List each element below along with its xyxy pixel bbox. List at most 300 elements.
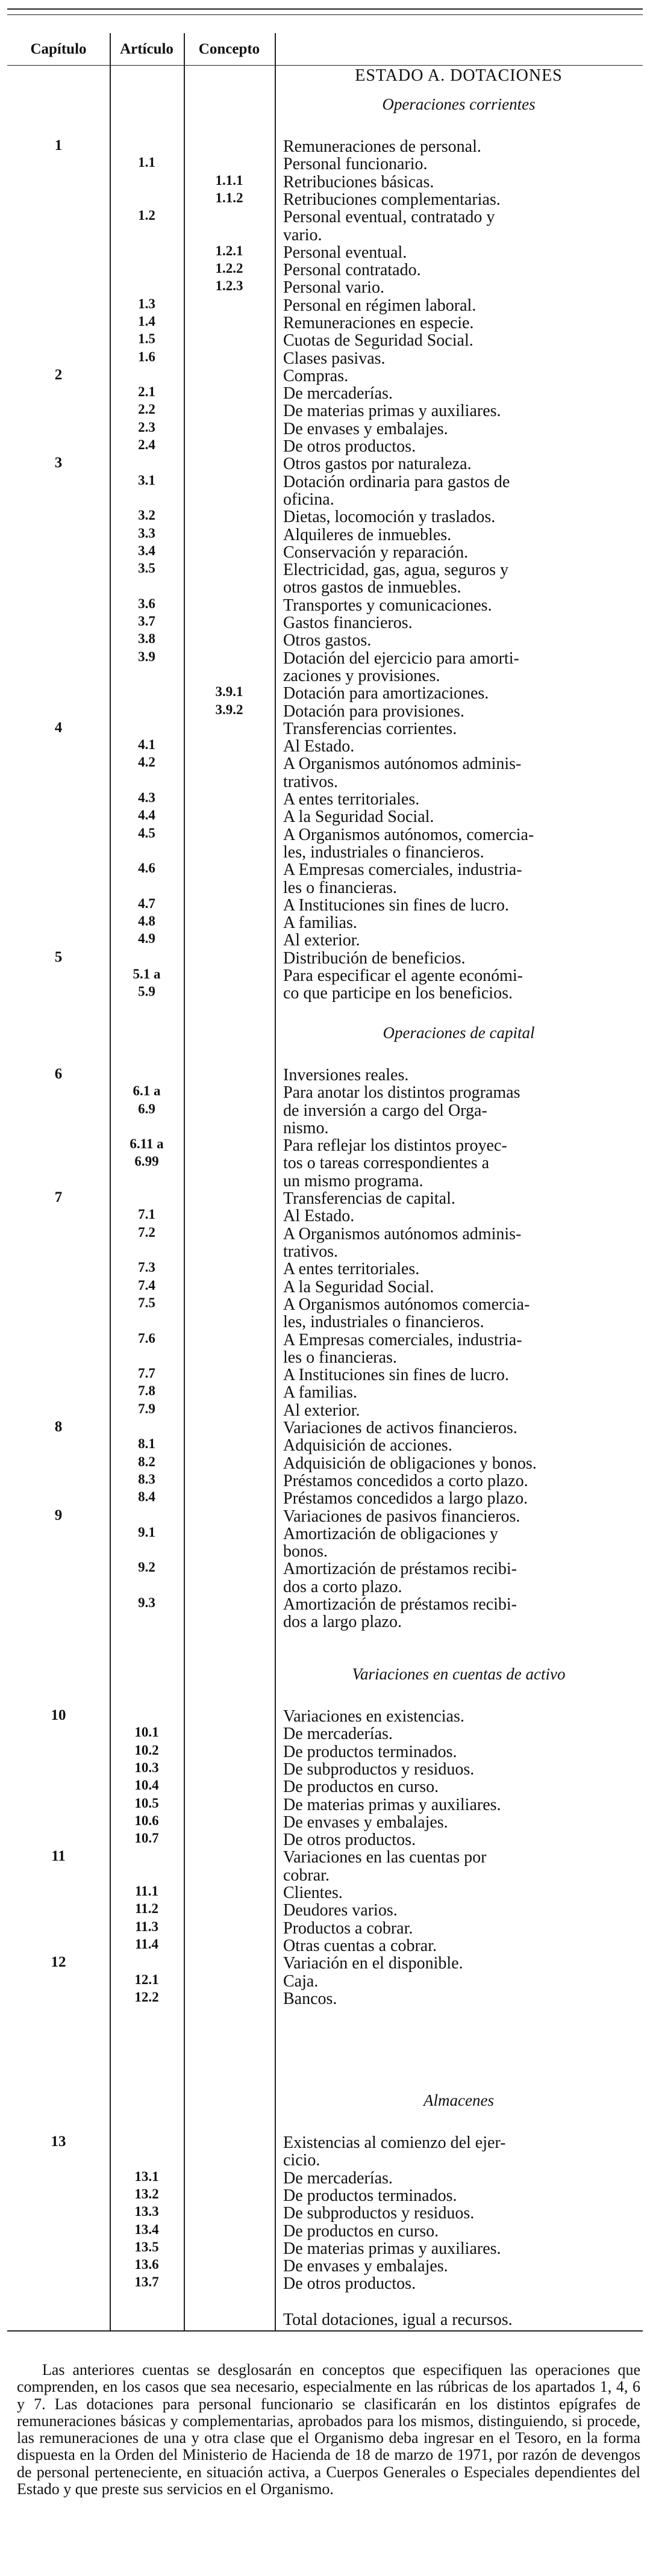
- row-description: Otros gastos.: [283, 631, 372, 650]
- row-description: Transferencias de capital.: [283, 1189, 455, 1208]
- capitulo-number: 10: [51, 1707, 66, 1723]
- articulo-number: 4.8: [138, 913, 155, 929]
- row-description: co que participe en los beneficios.: [283, 984, 513, 1003]
- row-description: Distribución de beneficios.: [283, 949, 466, 968]
- articulo-number: 10.5: [134, 1796, 159, 1811]
- table-row: [0, 1366, 650, 1383]
- table-row: [0, 261, 650, 278]
- articulo-number: 7.6: [138, 1331, 155, 1346]
- row-description: Caja.: [283, 1972, 319, 1991]
- row-description: Bancos.: [283, 1990, 337, 2008]
- row-description: Otros gastos por naturaleza.: [283, 455, 472, 473]
- articulo-number: 10.4: [134, 1778, 159, 1793]
- row-description: De productos en curso.: [283, 1778, 439, 1796]
- concepto-number: 1.2.2: [215, 261, 243, 276]
- table-row: [0, 773, 650, 790]
- row-description: De materias primas y auxiliares.: [283, 1796, 501, 1814]
- table-row: [0, 931, 650, 948]
- table-row: [0, 296, 650, 314]
- table-row: [0, 949, 650, 966]
- concepto-number: 1.2.3: [215, 278, 243, 293]
- table-row: [0, 1419, 650, 1436]
- row-description: De mercaderías.: [283, 2169, 393, 2188]
- table-row: [0, 473, 650, 490]
- row-description: A familias.: [283, 1383, 357, 1402]
- table-row: [0, 1937, 650, 1954]
- section-heading: Operaciones de capital: [383, 1024, 535, 1042]
- articulo-number: 13.5: [134, 2239, 159, 2254]
- table-row: [0, 2239, 650, 2257]
- row-description: les o financieras.: [283, 879, 397, 897]
- row-description: De subproductos y residuos.: [283, 1760, 475, 1779]
- table-row: [0, 1954, 650, 1971]
- table-row: [0, 1260, 650, 1277]
- table-row: [0, 1831, 650, 1848]
- header-rule: [7, 65, 643, 66]
- row-description: Compras.: [283, 367, 349, 385]
- row-description: A entes territoriales.: [283, 1260, 420, 1278]
- row-description: Variación en el disponible.: [283, 1954, 463, 1973]
- articulo-number: 7.8: [138, 1383, 155, 1398]
- articulo-number: 10.2: [134, 1743, 159, 1758]
- row-description: A Organismos autónomos comercia-: [283, 1295, 530, 1314]
- articulo-number: 13.1: [134, 2169, 159, 2184]
- row-description: nismo.: [283, 1119, 329, 1137]
- table-row: [0, 614, 650, 631]
- table-row: [0, 384, 650, 402]
- articulo-number: 12.1: [134, 1972, 159, 1987]
- row-description: Gastos financieros.: [283, 614, 413, 632]
- table-row: [0, 1136, 650, 1154]
- table-row: [0, 543, 650, 561]
- header-concepto: Concepto: [198, 41, 260, 57]
- row-description: Retribuciones básicas.: [283, 173, 434, 191]
- row-description: Para reflejar los distintos proyec-: [283, 1136, 507, 1155]
- row-description: Personal funcionario.: [283, 155, 428, 173]
- section-heading: Almacenes: [423, 2091, 494, 2109]
- table-row: [0, 754, 650, 772]
- capitulo-number: 11: [51, 1848, 66, 1864]
- capitulo-number: 4: [54, 720, 63, 736]
- row-description: les o financieras.: [283, 1348, 397, 1367]
- articulo-number: 9.3: [138, 1595, 155, 1610]
- table-row: [0, 1401, 650, 1419]
- table-row: [0, 1884, 650, 1901]
- table-row: [0, 2169, 650, 2186]
- concepto-number: 3.9.2: [215, 702, 243, 717]
- table-bottom-rule: [7, 2330, 643, 2332]
- articulo-number: 7.9: [138, 1401, 155, 1416]
- row-description: De otros productos.: [283, 1831, 416, 1849]
- articulo-number: 11.4: [135, 1937, 158, 1952]
- row-description: De productos terminados.: [283, 2186, 457, 2205]
- table-row: [0, 1972, 650, 1990]
- articulo-number: 13.2: [134, 2186, 159, 2201]
- row-description: Otras cuentas a cobrar.: [283, 1937, 437, 1955]
- table-row: [0, 1813, 650, 1831]
- articulo-number: 2.4: [138, 437, 155, 452]
- row-description: De envases y embalajes.: [283, 1813, 448, 1832]
- table-row: [0, 667, 650, 684]
- articulo-number: 4.3: [138, 790, 155, 805]
- table-row: [0, 1295, 650, 1313]
- articulo-number: 13.3: [134, 2204, 159, 2219]
- row-description: Transportes y comunicaciones.: [283, 596, 492, 615]
- row-description: A la Seguridad Social.: [283, 1278, 434, 1296]
- row-description: trativos.: [283, 773, 338, 791]
- articulo-number: 6.11 a: [130, 1136, 164, 1151]
- table-row: [0, 2151, 650, 2168]
- table-row: [0, 631, 650, 649]
- section-heading: Operaciones corrientes: [382, 95, 536, 113]
- table-row: [0, 1348, 650, 1366]
- table-row: [0, 826, 650, 843]
- articulo-number: 3.8: [138, 631, 155, 646]
- articulo-number: 2.3: [138, 420, 155, 435]
- table-row: [0, 1154, 650, 1171]
- table-row: [0, 896, 650, 913]
- capitulo-number: 9: [54, 1507, 63, 1523]
- row-description: De envases y embalajes.: [283, 2257, 448, 2276]
- row-description: De mercaderías.: [283, 1725, 393, 1743]
- articulo-number: 8.4: [138, 1489, 155, 1504]
- articulo-number: 12.2: [134, 1990, 159, 2005]
- articulo-number: 10.6: [134, 1813, 159, 1828]
- articulo-number: 3.7: [138, 614, 155, 629]
- row-description: Dotación para amortizaciones.: [283, 684, 489, 703]
- row-description: De otros productos.: [283, 437, 416, 456]
- row-description: Deudores varios.: [283, 1901, 398, 1920]
- articulo-number: 6.99: [134, 1154, 159, 1169]
- articulo-number: 4.9: [138, 931, 155, 946]
- table-row: [0, 226, 650, 243]
- table-row: [0, 437, 650, 455]
- table-row: [0, 1083, 650, 1101]
- concepto-number: 1.1.2: [215, 190, 243, 205]
- table-row: [0, 984, 650, 1001]
- table-row: [0, 1119, 650, 1136]
- row-description: Personal en régimen laboral.: [283, 296, 477, 315]
- table-row: [0, 649, 650, 667]
- concepto-number: 1.1.1: [215, 173, 243, 188]
- articulo-number: 7.1: [138, 1207, 155, 1222]
- articulo-number: 4.7: [138, 896, 155, 911]
- row-description: vario.: [283, 226, 322, 244]
- row-description: Variaciones en las cuentas por: [283, 1848, 487, 1867]
- row-description: Adquisición de obligaciones y bonos.: [283, 1454, 537, 1473]
- articulo-number: 1.1: [138, 155, 155, 170]
- row-description: Clientes.: [283, 1884, 343, 1902]
- row-description: Dotación del ejercicio para amorti-: [283, 649, 519, 668]
- row-description: Amortización de préstamos recibi-: [283, 1595, 517, 1614]
- table-row: [0, 879, 650, 896]
- row-description: A Empresas comerciales, industria-: [283, 860, 522, 879]
- row-description: Préstamos concedidos a corto plazo.: [283, 1472, 528, 1490]
- row-description: A Organismos autónomos adminis-: [283, 1225, 522, 1243]
- row-description: Personal eventual, contratado y: [283, 208, 495, 226]
- articulo-number: 3.4: [138, 543, 155, 558]
- capitulo-number: 3: [54, 455, 63, 471]
- row-description: Existencias al comienzo del ejer-: [283, 2133, 506, 2152]
- row-description: Retribuciones complementarias.: [283, 190, 501, 209]
- table-row: [0, 2133, 650, 2151]
- row-description: Variaciones de activos financieros.: [283, 1419, 517, 1437]
- table-row: [0, 243, 650, 261]
- table-row: [0, 1172, 650, 1189]
- table-row: [0, 1796, 650, 1813]
- capitulo-number: 8: [54, 1419, 63, 1435]
- articulo-number: 13.7: [134, 2274, 159, 2289]
- table-row: [0, 508, 650, 525]
- row-description: Cuotas de Seguridad Social.: [283, 331, 473, 350]
- articulo-number: 1.3: [138, 296, 155, 311]
- table-row: [0, 720, 650, 737]
- table-row: [0, 1707, 650, 1725]
- row-description: tos o tareas correspondientes a: [283, 1154, 490, 1172]
- articulo-number: 1.4: [138, 314, 155, 329]
- top-rule-thin: [7, 14, 643, 15]
- table-row: [0, 367, 650, 384]
- articulo-number: 11.2: [135, 1901, 158, 1916]
- table-row: [0, 331, 650, 349]
- table-row: [0, 490, 650, 508]
- table-row: [0, 190, 650, 208]
- row-description: les, industriales o financieros.: [283, 1313, 484, 1331]
- row-description: De productos terminados.: [283, 1743, 457, 1761]
- row-description: Al Estado.: [283, 737, 355, 756]
- articulo-number: 7.7: [138, 1366, 155, 1381]
- table-row: [0, 1066, 650, 1083]
- header-capitulo: Capítulo: [30, 41, 87, 57]
- articulo-number: 3.9: [138, 649, 155, 664]
- table-row: [0, 2186, 650, 2204]
- articulo-number: 2.1: [138, 384, 155, 399]
- row-description: Transferencias corrientes.: [283, 720, 457, 738]
- table-row: [0, 314, 650, 331]
- row-description: Personal vario.: [283, 278, 384, 297]
- articulo-number: 9.2: [138, 1560, 155, 1575]
- row-description: Inversiones reales.: [283, 1066, 409, 1084]
- articulo-number: 3.1: [138, 473, 155, 488]
- articulo-number: 5.1 a: [133, 966, 161, 982]
- row-description: Remuneraciones en especie.: [283, 314, 474, 332]
- table-row: [0, 1242, 650, 1260]
- table-row: [0, 1278, 650, 1295]
- row-description: A la Seguridad Social.: [283, 807, 434, 826]
- table-row: [0, 349, 650, 367]
- table-row: [0, 1454, 650, 1472]
- articulo-number: 7.5: [138, 1295, 155, 1310]
- table-row: [0, 913, 650, 931]
- row-description: dos a corto plazo.: [283, 1578, 402, 1596]
- articulo-number: 3.6: [138, 596, 155, 611]
- table-row: [0, 1507, 650, 1525]
- row-description: Préstamos concedidos a largo plazo.: [283, 1489, 528, 1508]
- table-row: [0, 1489, 650, 1507]
- row-description: oficina.: [283, 490, 334, 509]
- table-row: [0, 2257, 650, 2274]
- row-description: De materias primas y auxiliares.: [283, 402, 501, 420]
- table-row: [0, 1578, 650, 1595]
- articulo-number: 3.3: [138, 526, 155, 541]
- table-row: [0, 2222, 650, 2239]
- table-row: [0, 1990, 650, 2007]
- table-row: [0, 208, 650, 225]
- table-row: [0, 1436, 650, 1454]
- row-description: A entes territoriales.: [283, 790, 420, 809]
- table-row: [0, 860, 650, 878]
- table-row: [0, 843, 650, 860]
- table-row: [0, 1331, 650, 1348]
- articulo-number: 1.5: [138, 331, 155, 346]
- articulo-number: 5.9: [138, 984, 155, 999]
- table-row: [0, 173, 650, 190]
- articulo-number: 4.4: [138, 807, 155, 823]
- row-description: dos a largo plazo.: [283, 1613, 402, 1631]
- table-row: [0, 155, 650, 172]
- capitulo-number: 13: [51, 2133, 66, 2150]
- row-description: A familias.: [283, 913, 357, 932]
- table-row: [0, 1848, 650, 1865]
- row-description: Variaciones de pasivos financieros.: [283, 1507, 520, 1526]
- articulo-number: 1.6: [138, 349, 155, 364]
- capitulo-number: 6: [54, 1066, 63, 1082]
- capitulo-number: 5: [54, 949, 63, 965]
- articulo-number: 3.2: [138, 508, 155, 523]
- row-description: Adquisición de acciones.: [283, 1436, 452, 1455]
- row-description: trativos.: [283, 1242, 338, 1261]
- section-heading: Variaciones en cuentas de activo: [352, 1665, 566, 1683]
- row-description: Amortización de obligaciones y: [283, 1525, 498, 1543]
- capitulo-number: 7: [54, 1189, 63, 1206]
- articulo-number: 11.3: [135, 1919, 158, 1934]
- table-row: [0, 1560, 650, 1577]
- row-description: Electricidad, gas, agua, seguros y: [283, 561, 508, 579]
- articulo-number: 1.2: [138, 208, 155, 223]
- articulo-number: 13.6: [134, 2257, 159, 2272]
- row-description: de inversión a cargo del Orga-: [283, 1101, 487, 1120]
- table-row: [0, 137, 650, 155]
- table-row: [0, 1101, 650, 1119]
- table-row: [0, 1225, 650, 1242]
- table-row: [0, 1866, 650, 1884]
- row-description: De mercaderías.: [283, 384, 393, 403]
- row-description: Remuneraciones de personal.: [283, 137, 481, 156]
- table-row: [0, 1595, 650, 1613]
- table-row: [0, 1760, 650, 1778]
- articulo-number: 2.2: [138, 402, 155, 417]
- document-title: ESTADO A. DOTACIONES: [355, 66, 563, 85]
- table-row: [0, 1725, 650, 1742]
- row-description: A Organismos autónomos adminis-: [283, 754, 522, 773]
- table-row: [0, 596, 650, 614]
- table-row: [0, 1919, 650, 1937]
- row-description: Al Estado.: [283, 1207, 355, 1225]
- table-row: [0, 2204, 650, 2221]
- row-description: Para especificar el agente económi-: [283, 966, 523, 985]
- row-description: Amortización de préstamos recibi-: [283, 1560, 517, 1578]
- table-row: [0, 966, 650, 984]
- row-description: A Instituciones sin fines de lucro.: [283, 1366, 509, 1384]
- articulo-number: 8.3: [138, 1472, 155, 1487]
- row-description: De envases y embalajes.: [283, 420, 448, 438]
- articulo-number: 6.1 a: [133, 1083, 161, 1098]
- table-row: [0, 278, 650, 296]
- table-row: [0, 702, 650, 720]
- articulo-number: 9.1: [138, 1525, 155, 1540]
- articulo-number: 6.9: [138, 1101, 155, 1116]
- capitulo-number: 2: [54, 367, 63, 383]
- row-description: Clases pasivas.: [283, 349, 386, 368]
- row-description: cobrar.: [283, 1866, 330, 1885]
- row-description: Personal eventual.: [283, 243, 407, 262]
- row-description: De otros productos.: [283, 2274, 416, 2293]
- row-description: zaciones y provisiones.: [283, 667, 440, 685]
- articulo-number: 3.5: [138, 561, 155, 576]
- table-row: [0, 1383, 650, 1401]
- header-articulo: Artículo: [120, 41, 173, 57]
- row-description: Conservación y reparación.: [283, 543, 469, 562]
- articulo-number: 10.3: [134, 1760, 159, 1775]
- table-row: [0, 807, 650, 825]
- row-description: Alquileres de inmuebles.: [283, 526, 452, 544]
- row-description: Al exterior.: [283, 1401, 360, 1420]
- table-row: [0, 790, 650, 807]
- articulo-number: 7.3: [138, 1260, 155, 1275]
- row-description: un mismo programa.: [283, 1172, 423, 1190]
- articulo-number: 10.7: [134, 1831, 159, 1846]
- articulo-number: 11.1: [135, 1884, 158, 1899]
- row-description: A Instituciones sin fines de lucro.: [283, 896, 509, 915]
- table-row: [0, 1901, 650, 1918]
- capitulo-number: 1: [54, 137, 63, 154]
- articulo-number: 13.4: [134, 2222, 159, 2237]
- row-description: A Organismos autónomos, comercia-: [283, 826, 534, 844]
- articulo-number: 7.2: [138, 1225, 155, 1240]
- table-row: [0, 737, 650, 754]
- table-row: [0, 1613, 650, 1630]
- row-description: Productos a cobrar.: [283, 1919, 413, 1938]
- row-description: otros gastos de inmuebles.: [283, 578, 461, 597]
- row-description: Personal contratado.: [283, 261, 421, 279]
- row-description: De productos en curso.: [283, 2222, 439, 2241]
- capitulo-number: 12: [51, 1954, 66, 1970]
- total-row: Total dotaciones, igual a recursos.: [283, 2310, 513, 2329]
- articulo-number: 8.1: [138, 1436, 155, 1451]
- table-row: [0, 561, 650, 578]
- row-description: les, industriales o financieros.: [283, 843, 484, 862]
- footnote-paragraph: Las anteriores cuentas se desglosarán en conceptos que especifiquen las operaciones que comprenden, en los casos que sea necesario, especialmente en las rúbricas de los apartados 1, 4, 6 y 7. Las dotaciones para personal funcionario se clasificarán en los distintos epígrafes de remuneraciones básicas y complementarias, aprobados para los mismos, distinguiendo, si procede, las remuneraciones de una y otra clase que el Organismo deba ingresar en el Tesoro, en la forma dispuesta en la Orden del Ministerio de Hacienda de 18 de marzo de 1971, por razón de devengos de personal perteneciente, en situación activa, a Cuerpos Generales o Especiales dependientes del Estado y que preste sus servicios en el Organismo.: [17, 2361, 640, 2498]
- row-description: Para anotar los distintos programas: [283, 1083, 520, 1102]
- row-description: cicio.: [283, 2151, 320, 2170]
- table-row: [0, 526, 650, 543]
- row-description: Dotación ordinaria para gastos de: [283, 473, 510, 491]
- table-row: [0, 1313, 650, 1330]
- table-row: [0, 420, 650, 437]
- row-description: Variaciones en existencias.: [283, 1707, 464, 1726]
- articulo-number: 7.4: [138, 1278, 155, 1293]
- row-description: De materias primas y auxiliares.: [283, 2239, 501, 2258]
- concepto-number: 3.9.1: [215, 684, 243, 699]
- concepto-number: 1.2.1: [215, 243, 243, 258]
- table-row: [0, 1207, 650, 1224]
- table-row: [0, 684, 650, 702]
- top-rule: [7, 8, 643, 10]
- row-description: Al exterior.: [283, 931, 360, 950]
- row-description: Dietas, locomoción y traslados.: [283, 508, 496, 526]
- articulo-number: 4.6: [138, 860, 155, 876]
- articulo-number: 4.2: [138, 754, 155, 770]
